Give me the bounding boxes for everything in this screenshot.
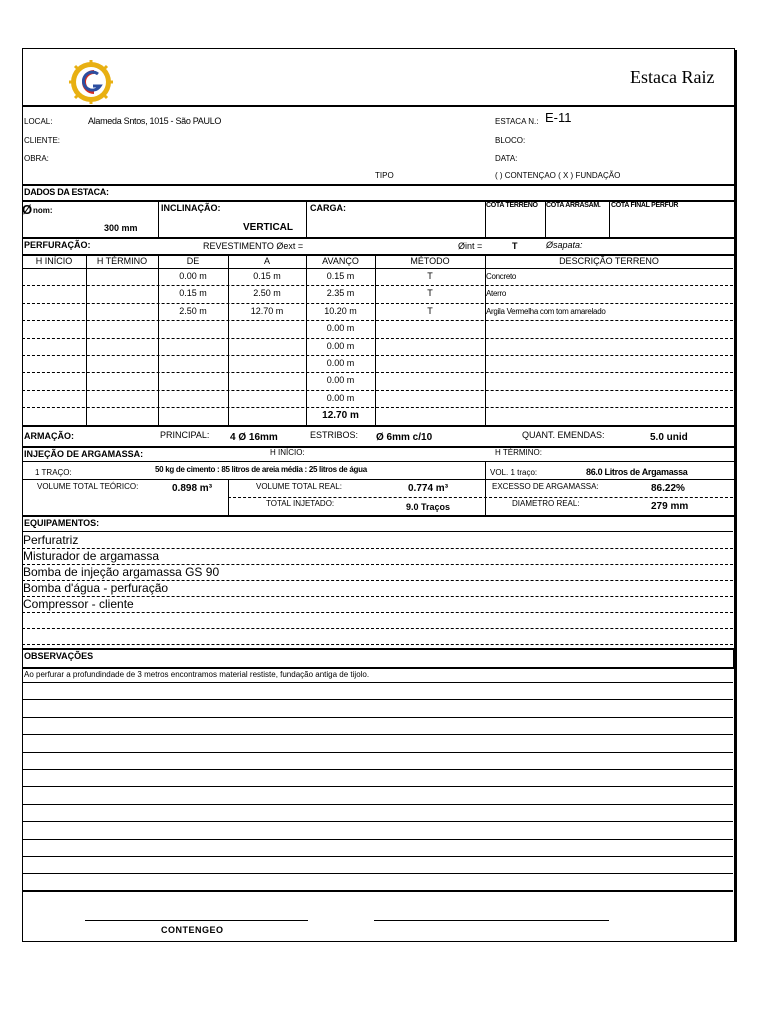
equipamento-item: Perfuratriz — [23, 533, 79, 547]
osapata-label: Øsapata: — [546, 240, 583, 250]
perf-col-header: DESCRIÇÃO TERRENO — [559, 256, 659, 266]
phi-symbol: Ø — [22, 202, 33, 217]
perfuracao-label: PERFURAÇÃO: — [24, 240, 91, 250]
tipo-value: ( ) CONTENÇAO ( X ) FUNDAÇÃO — [495, 171, 621, 180]
oint-label: Øint = — [458, 241, 483, 251]
observacoes-header-box — [22, 648, 734, 669]
equipamento-item: Bomba d'água - perfuração — [23, 581, 169, 595]
perf-row-line — [22, 355, 733, 356]
obs-line — [22, 752, 733, 753]
excesso-label: EXCESSO DE ARGAMASSA: — [492, 482, 599, 491]
obra-label: OBRA: — [24, 154, 49, 163]
excesso-value: 86.22% — [651, 483, 685, 494]
perf-cell: Aterro — [486, 289, 506, 299]
perf-row-line — [22, 303, 733, 304]
perf-cell: 12.70 m — [250, 305, 284, 316]
obs-line — [22, 682, 733, 683]
vt-teorico-value: 0.898 m³ — [172, 483, 213, 494]
armacao-label: ARMAÇÃO: — [24, 431, 74, 441]
diametro-label: DIAMETRO REAL: — [512, 499, 580, 508]
perf-table-bottom — [22, 425, 735, 427]
principal-label: PRINCIPAL: — [160, 430, 210, 440]
equipamento-item: Misturador de argamassa — [23, 549, 160, 563]
emendas-value: 5.0 unid — [650, 432, 688, 443]
diametro-value: 279 mm — [651, 501, 689, 512]
estaca-value: E-11 — [545, 110, 572, 125]
perf-cell: 0.00 m — [326, 392, 355, 403]
perf-col-header: AVANÇO — [322, 256, 359, 266]
info-divider — [22, 184, 735, 186]
obs-line — [22, 699, 733, 700]
cliente-label: CLIENTE: — [24, 136, 61, 145]
perf-cell: 0.15 m — [326, 271, 355, 281]
obs-bottom-line — [22, 890, 733, 892]
signature-line-right — [374, 920, 609, 921]
total-injetado-value: 9.0 Traços — [406, 502, 451, 512]
perf-cell: 0.00 m — [326, 375, 355, 386]
obs-line — [22, 769, 733, 770]
local-label: LOCAL: — [24, 117, 53, 126]
dados-sep-2 — [306, 200, 307, 238]
company-logo — [60, 60, 122, 109]
perf-cell: 0.15 m — [253, 271, 281, 281]
perf-row-line — [22, 372, 733, 373]
vol-value: 86.0 Litros de Argamassa — [586, 467, 688, 477]
obs-line — [22, 873, 733, 874]
obs-line — [22, 856, 733, 857]
signature-line-left — [85, 920, 308, 921]
perf-cell: 2.50 m — [179, 305, 207, 316]
dados-bottom — [22, 237, 735, 239]
traco-value: 50 kg de cimento : 85 litros de areia média : 25 litros de água — [155, 465, 367, 474]
perf-col-header: H TÉRMINO — [96, 256, 148, 266]
inj-sep-1 — [485, 461, 486, 516]
inclinacao-label: INCLINAÇÃO: — [161, 203, 221, 213]
revestimento-label: REVESTIMENTO Øext = — [203, 241, 304, 251]
total-injetado-label: TOTAL INJETADO: — [266, 499, 335, 508]
vt-teorico-label: VOLUME TOTAL TEÓRICO: — [37, 482, 139, 491]
equipamento-item: Compressor - cliente — [23, 597, 134, 611]
estribos-label: ESTRIBOS: — [310, 430, 359, 440]
perf-cell: 0.00 m — [326, 358, 355, 368]
principal-value: 4 Ø 16mm — [230, 432, 278, 443]
injecao-bottom — [22, 515, 735, 517]
equip-row-line — [22, 612, 733, 613]
form-frame-shadow — [735, 50, 737, 942]
perf-cell: 0.15 m — [179, 288, 207, 299]
equip-header-line — [22, 531, 733, 532]
perf-header-bottom — [22, 268, 733, 269]
equipamento-item: Bomba de injeção argamassa GS 90 — [23, 565, 220, 579]
vt-real-label: VOLUME TOTAL REAL: — [256, 482, 342, 491]
h-termino-label: H TÉRMINO: — [495, 448, 542, 457]
perf-row-line — [22, 407, 733, 408]
perf-total: 12.70 m — [322, 410, 359, 422]
data-label: DATA: — [495, 154, 518, 163]
local-value: Alameda Sntos, 1015 - São PAULO — [88, 116, 222, 126]
emendas-label: QUANT. EMENDAS: — [522, 430, 605, 440]
obs-line — [22, 839, 733, 840]
estaca-label: ESTACA N.: — [495, 117, 539, 126]
equip-row-line — [22, 644, 733, 645]
tipo-label: TIPO — [375, 171, 394, 180]
nom-value: 300 mm — [104, 223, 138, 233]
perf-row-line — [22, 338, 733, 339]
vol-label: VOL. 1 traço: — [490, 468, 538, 477]
perf-cell: T — [427, 305, 433, 316]
obs-line — [22, 786, 733, 787]
obs-line — [22, 734, 733, 735]
perf-cell: 0.00 m — [326, 340, 355, 351]
cota-final: COTA FINAL PERFUR — [611, 202, 679, 209]
observacoes-label: OBSERVAÇÕES — [24, 651, 94, 661]
carga-label: CARGA: — [310, 203, 346, 213]
perf-row-line — [22, 320, 733, 321]
perf-row-line — [22, 390, 733, 391]
perf-cell: T — [427, 271, 433, 281]
perf-cell: 2.50 m — [253, 288, 281, 299]
obs-line — [22, 821, 733, 822]
perf-cell: Concreto — [486, 272, 517, 281]
form-title: Estaca Raiz — [630, 67, 715, 87]
vt-real-value: 0.774 m³ — [408, 483, 449, 494]
perf-col-sep — [86, 255, 87, 425]
estribos-value: Ø 6mm c/10 — [376, 432, 433, 443]
injecao-line-3 — [228, 497, 733, 498]
form-frame — [22, 48, 735, 942]
perf-cell: 10.20 m — [324, 305, 357, 316]
dados-sep-1 — [158, 200, 159, 238]
perf-col-header: H INÍCIO — [35, 256, 73, 266]
obs-line — [22, 804, 733, 805]
signature-label: CONTENGEO — [161, 925, 224, 935]
injecao-line-1 — [22, 461, 735, 462]
dados-section-label: DADOS DA ESTACA: — [24, 187, 109, 197]
obs-line — [22, 717, 733, 718]
nom-label: nom: — [33, 206, 53, 215]
perf-col-header: DE — [186, 256, 200, 266]
equip-row-line — [22, 628, 733, 629]
cota-terreno: COTA TERRENO — [486, 202, 538, 209]
perf-row-line — [22, 285, 733, 286]
bloco-label: BLOCO: — [495, 136, 526, 145]
header-divider — [22, 105, 735, 107]
cota-arrasam: COTA ARRASAM. — [546, 202, 601, 209]
perf-cell: T — [427, 288, 433, 299]
inclinacao-value: VERTICAL — [243, 222, 293, 233]
perf-col-header: A — [263, 256, 270, 266]
injecao-label: INJEÇÃO DE ARGAMASSA: — [24, 449, 144, 459]
equipamentos-label: EQUIPAMENTOS: — [24, 518, 100, 528]
h-inicio-label: H INÍCIO: — [270, 448, 305, 457]
observacoes-text: Ao perfurar a profundindade de 3 metros encontramos material restiste, fundação antiga de tijolo. — [24, 670, 370, 679]
armacao-bottom — [22, 446, 735, 448]
traco-label: 1 TRAÇO: — [35, 468, 72, 477]
perf-cell: 0.00 m — [326, 323, 355, 334]
injecao-line-2 — [22, 479, 735, 480]
dados-sep-5 — [609, 200, 610, 238]
perf-cell: Argila Vermelha com tom amarelado — [486, 306, 606, 316]
perf-cell: 0.00 m — [179, 271, 207, 281]
oint-value: T — [512, 241, 518, 251]
perf-col-header: MÉTODO — [410, 256, 450, 266]
perf-cell: 2.35 m — [326, 288, 355, 299]
